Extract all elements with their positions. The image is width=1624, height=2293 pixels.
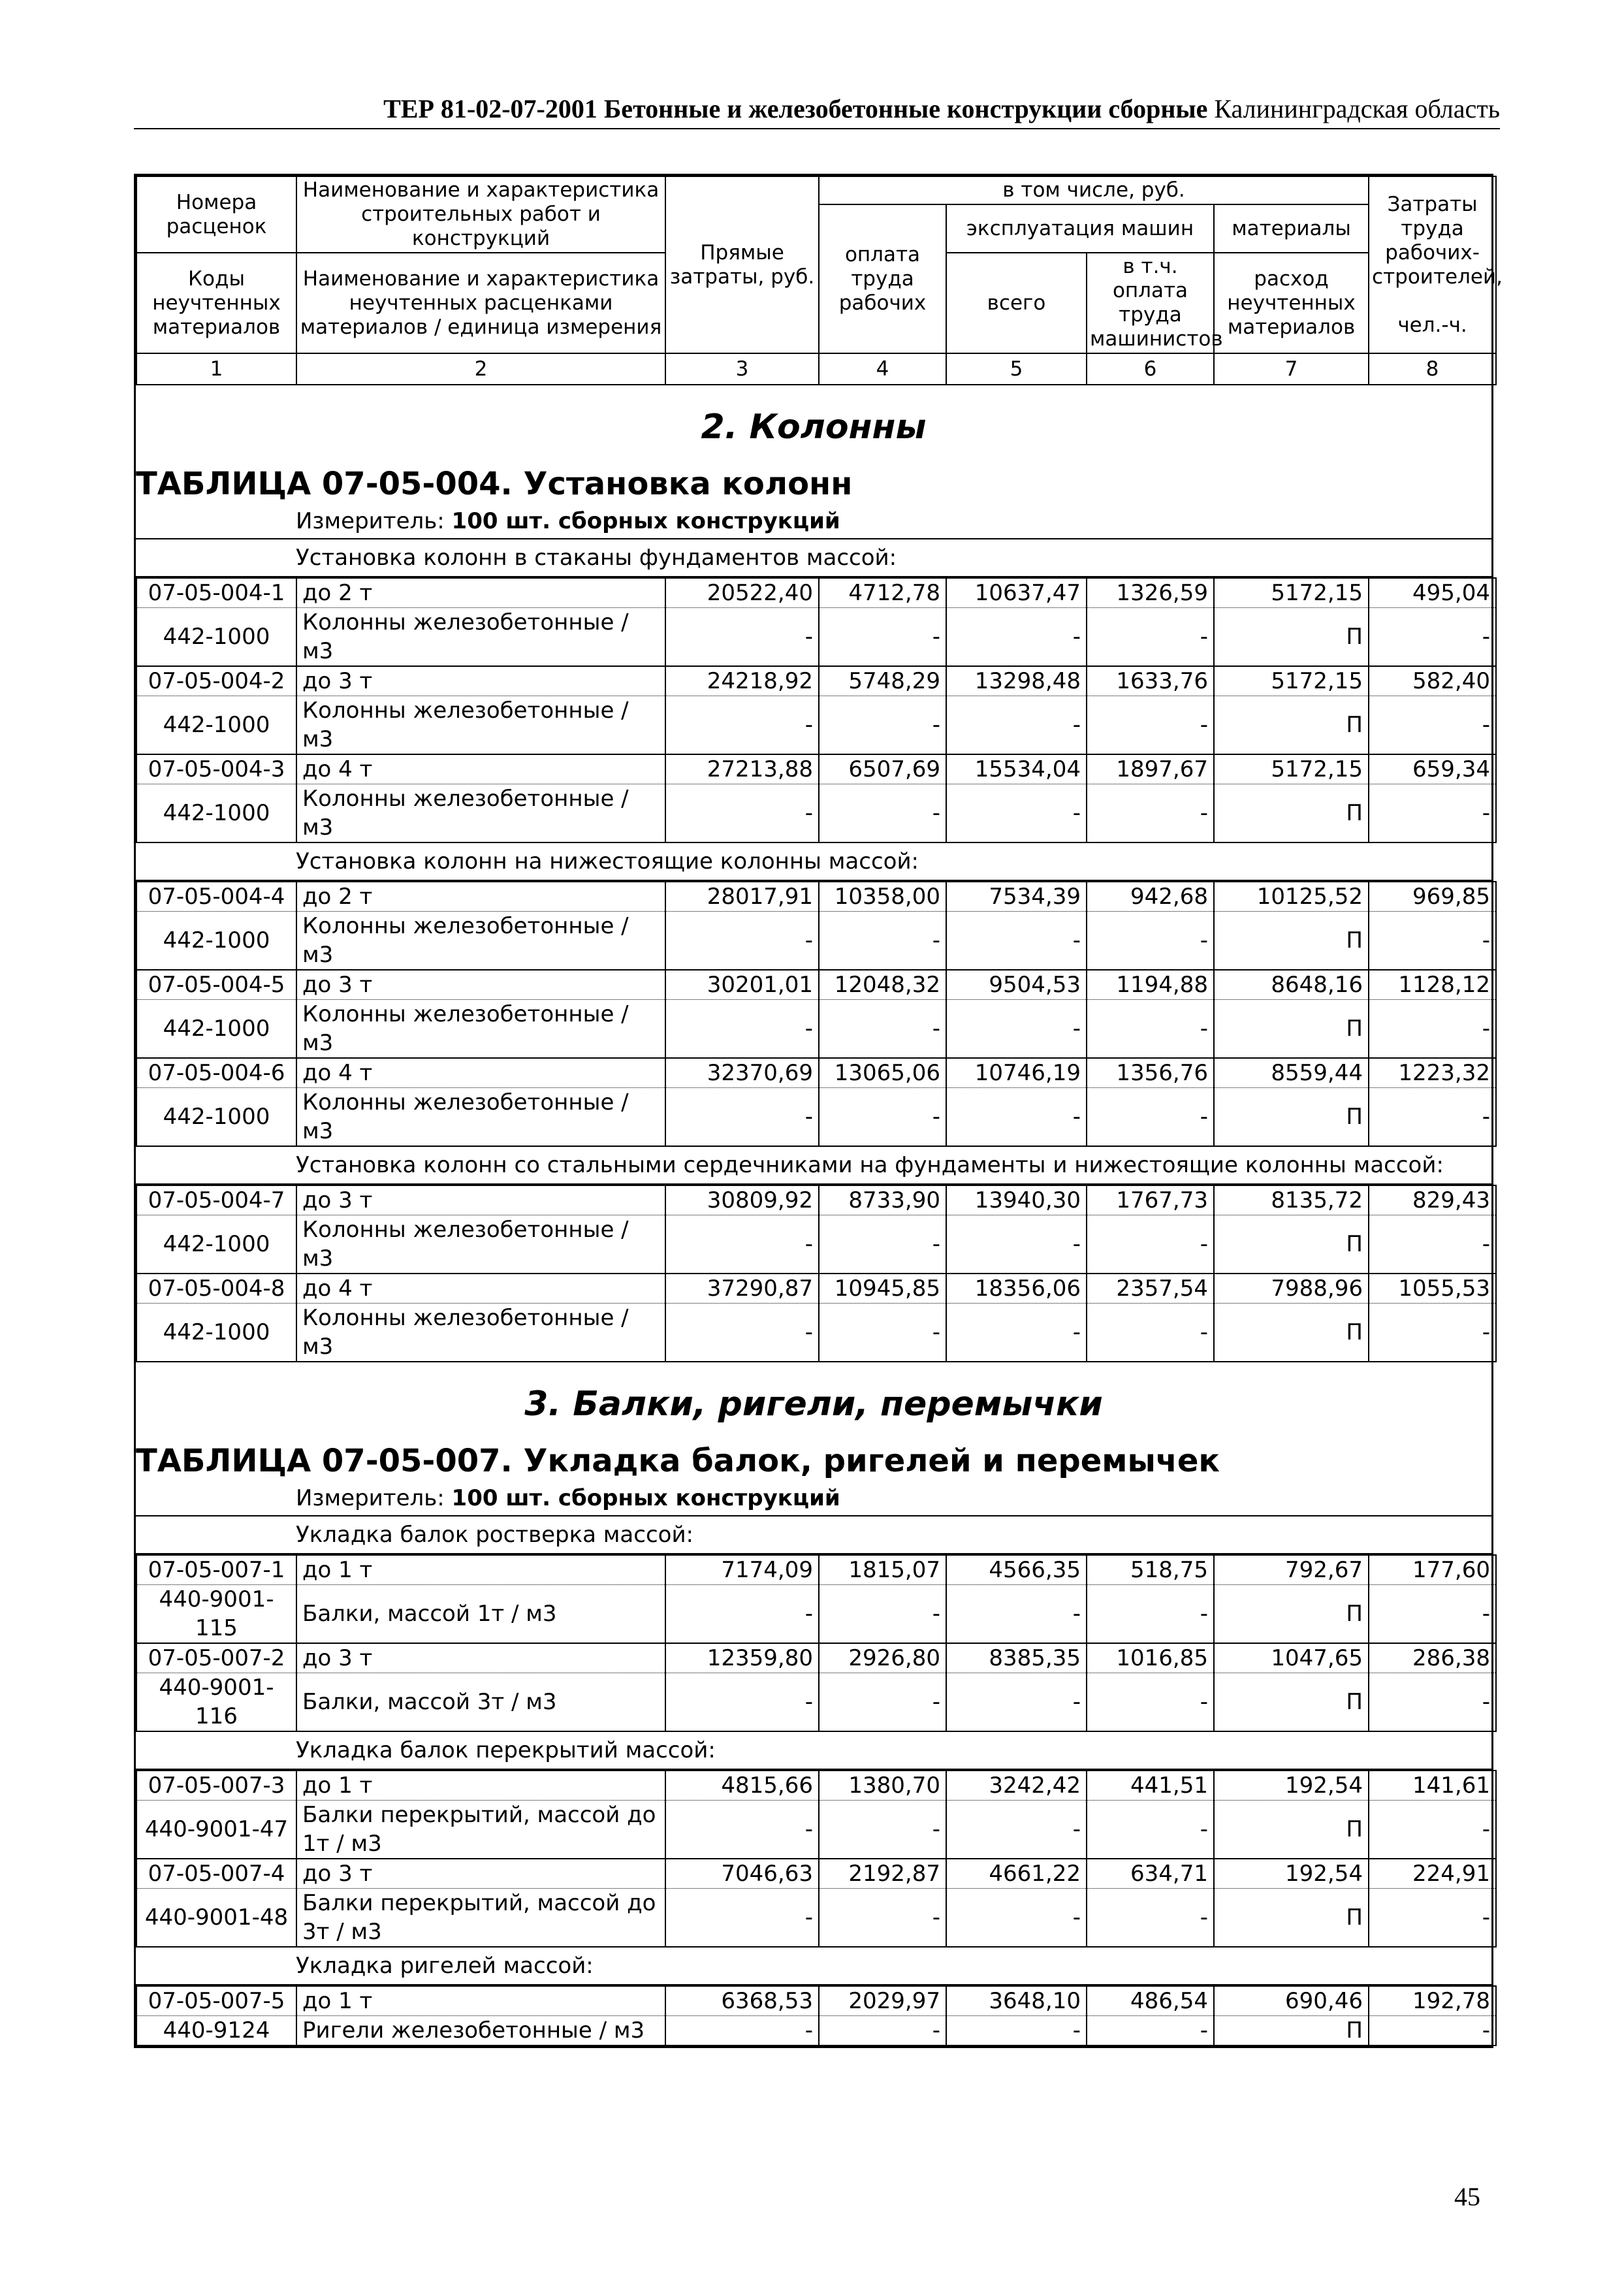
material-row <box>136 1889 1496 1948</box>
machines-wages: 1897,67 <box>1087 754 1214 784</box>
wages: - <box>819 1088 946 1147</box>
labor: - <box>1369 1215 1496 1274</box>
material-row <box>136 696 1496 755</box>
material-row <box>136 2016 1496 2046</box>
direct-cost: 4815,66 <box>665 1771 819 1801</box>
material-name: Колонны железобетонные / м3 <box>296 784 665 843</box>
materials: 5172,15 <box>1214 754 1369 784</box>
materials: П <box>1214 1304 1369 1362</box>
rate-name: до 3 т <box>296 666 665 696</box>
direct-cost: 7174,09 <box>665 1555 819 1585</box>
machines-total: 18356,06 <box>946 1274 1087 1304</box>
machines-wages: 1194,88 <box>1087 970 1214 1000</box>
rate-name: до 1 т <box>296 1771 665 1801</box>
table-title: ТАБЛИЦА 07-05-007. Укладка балок, ригелей и перемычек <box>136 1443 1220 1479</box>
hdr-materials-sub: расход неучтенных материалов <box>1214 253 1369 353</box>
machines-wages: - <box>1087 2016 1214 2046</box>
labor: 224,91 <box>1369 1859 1496 1889</box>
measure-value: 100 шт. сборных конструкций <box>451 1485 840 1511</box>
rate-code: 07-05-004-6 <box>136 1058 296 1088</box>
measure-line <box>136 504 1491 539</box>
wages: 12048,32 <box>819 970 946 1000</box>
rate-row <box>136 882 1496 912</box>
materials: П <box>1214 784 1369 843</box>
rate-code: 07-05-004-4 <box>136 882 296 912</box>
hdr-labor-text: Затраты труда рабочих-строителей, <box>1372 192 1503 289</box>
wages: - <box>819 784 946 843</box>
machines-total: - <box>946 696 1087 755</box>
labor: 286,38 <box>1369 1643 1496 1673</box>
labor: - <box>1369 1673 1496 1732</box>
direct-cost: - <box>665 1304 819 1362</box>
running-header <box>134 90 1500 129</box>
material-row <box>136 1673 1496 1732</box>
material-row <box>136 1088 1496 1147</box>
materials: П <box>1214 1088 1369 1147</box>
machines-total: - <box>946 1889 1087 1948</box>
machines-total: 4661,22 <box>946 1859 1087 1889</box>
group-title: Установка колонн в стаканы фундаментов массой: <box>136 539 1491 577</box>
hdr-codes-top: Номера расценок <box>136 176 296 253</box>
materials: 5172,15 <box>1214 666 1369 696</box>
machines-total: 9504,53 <box>946 970 1087 1000</box>
machines-wages: 1016,85 <box>1087 1643 1214 1673</box>
table-header <box>136 176 1503 385</box>
materials: П <box>1214 1673 1369 1732</box>
labor: 495,04 <box>1369 578 1496 608</box>
material-code: 440-9001-115 <box>136 1585 296 1644</box>
wages: - <box>819 2016 946 2046</box>
material-code: 442-1000 <box>136 608 296 667</box>
machines-total: - <box>946 1585 1087 1644</box>
direct-cost: 20522,40 <box>665 578 819 608</box>
wages: 2029,97 <box>819 1986 946 2016</box>
labor: - <box>1369 2016 1496 2046</box>
wages: - <box>819 1801 946 1859</box>
rate-row <box>136 1274 1496 1304</box>
machines-wages: - <box>1087 1215 1214 1274</box>
rate-name: до 2 т <box>296 578 665 608</box>
hdr-labor <box>1369 176 1503 353</box>
machines-wages: 486,54 <box>1087 1986 1214 2016</box>
rate-row <box>136 754 1496 784</box>
material-name: Балки, массой 3т / м3 <box>296 1673 665 1732</box>
machines-wages: - <box>1087 1088 1214 1147</box>
rate-name: до 4 т <box>296 1274 665 1304</box>
material-code: 440-9001-116 <box>136 1673 296 1732</box>
wages: 1380,70 <box>819 1771 946 1801</box>
header-region: Калининградская область <box>1214 94 1500 123</box>
labor: 177,60 <box>1369 1555 1496 1585</box>
material-name: Колонны железобетонные / м3 <box>296 696 665 755</box>
machines-total: 10637,47 <box>946 578 1087 608</box>
wages: - <box>819 912 946 970</box>
hdr-materials: материалы <box>1214 204 1369 253</box>
material-name: Колонны железобетонные / м3 <box>296 1304 665 1362</box>
wages: 2192,87 <box>819 1859 946 1889</box>
direct-cost: - <box>665 1585 819 1644</box>
labor: 192,78 <box>1369 1986 1496 2016</box>
wages: 6507,69 <box>819 754 946 784</box>
direct-cost: 37290,87 <box>665 1274 819 1304</box>
material-name: Ригели железобетонные / м3 <box>296 2016 665 2046</box>
labor: 969,85 <box>1369 882 1496 912</box>
labor: 1055,53 <box>1369 1274 1496 1304</box>
direct-cost: 12359,80 <box>665 1643 819 1673</box>
rate-code: 07-05-004-5 <box>136 970 296 1000</box>
rate-row <box>136 1058 1496 1088</box>
material-code: 440-9124 <box>136 2016 296 2046</box>
machines-total: - <box>946 912 1087 970</box>
machines-wages: - <box>1087 608 1214 667</box>
labor: 1128,12 <box>1369 970 1496 1000</box>
rate-code: 07-05-007-1 <box>136 1555 296 1585</box>
rate-name: до 2 т <box>296 882 665 912</box>
machines-wages: 1326,59 <box>1087 578 1214 608</box>
material-row <box>136 1215 1496 1274</box>
machines-total: 10746,19 <box>946 1058 1087 1088</box>
rate-name: до 4 т <box>296 1058 665 1088</box>
rate-name: до 4 т <box>296 754 665 784</box>
direct-cost: 6368,53 <box>665 1986 819 2016</box>
measure-line <box>136 1481 1491 1516</box>
machines-wages: - <box>1087 1889 1214 1948</box>
rate-row <box>136 1986 1496 2016</box>
material-row <box>136 1801 1496 1859</box>
material-name: Колонны железобетонные / м3 <box>296 1088 665 1147</box>
table-title: ТАБЛИЦА 07-05-004. Установка колонн <box>136 466 853 502</box>
labor: 829,43 <box>1369 1185 1496 1215</box>
rate-name: до 3 т <box>296 970 665 1000</box>
direct-cost: - <box>665 2016 819 2046</box>
rate-row <box>136 1643 1496 1673</box>
hdr-labor-unit: чел.-ч. <box>1397 313 1467 337</box>
materials: 690,46 <box>1214 1986 1369 2016</box>
labor: 141,61 <box>1369 1771 1496 1801</box>
materials: 8559,44 <box>1214 1058 1369 1088</box>
material-name: Колонны железобетонные / м3 <box>296 1215 665 1274</box>
hdr-codes-bottom: Коды неучтенных материалов <box>136 253 296 353</box>
rate-name: до 3 т <box>296 1859 665 1889</box>
group-title: Укладка ригелей массой: <box>136 1948 1491 1985</box>
wages: 5748,29 <box>819 666 946 696</box>
measure-value: 100 шт. сборных конструкций <box>451 508 840 534</box>
hdr-machines: эксплуатация машин <box>946 204 1214 253</box>
col-num: 7 <box>1214 353 1369 385</box>
material-code: 442-1000 <box>136 784 296 843</box>
materials: П <box>1214 608 1369 667</box>
machines-wages: - <box>1087 1585 1214 1644</box>
wages: 2926,80 <box>819 1643 946 1673</box>
materials: П <box>1214 1585 1369 1644</box>
hdr-machines-total: всего <box>946 253 1087 353</box>
labor: - <box>1369 912 1496 970</box>
rates-table <box>136 1985 1497 2046</box>
wages: 10945,85 <box>819 1274 946 1304</box>
direct-cost: 24218,92 <box>665 666 819 696</box>
material-code: 442-1000 <box>136 1215 296 1274</box>
machines-total: - <box>946 2016 1087 2046</box>
section-2 <box>136 385 1491 1362</box>
machines-total: 8385,35 <box>946 1643 1087 1673</box>
material-code: 442-1000 <box>136 696 296 755</box>
rate-name: до 3 т <box>296 1185 665 1215</box>
wages: - <box>819 1889 946 1948</box>
direct-cost: - <box>665 1801 819 1859</box>
direct-cost: - <box>665 784 819 843</box>
rate-row <box>136 1771 1496 1801</box>
page-number: 45 <box>1454 2182 1480 2211</box>
materials: П <box>1214 1215 1369 1274</box>
hdr-incl: в том числе, руб. <box>819 176 1369 204</box>
rate-row <box>136 578 1496 608</box>
material-row <box>136 912 1496 970</box>
col-num: 5 <box>946 353 1087 385</box>
machines-wages: 942,68 <box>1087 882 1214 912</box>
material-code: 442-1000 <box>136 912 296 970</box>
materials: П <box>1214 696 1369 755</box>
machines-wages: 1633,76 <box>1087 666 1214 696</box>
rate-name: до 3 т <box>296 1643 665 1673</box>
machines-wages: - <box>1087 1304 1214 1362</box>
machines-wages: - <box>1087 696 1214 755</box>
col-num: 2 <box>296 353 665 385</box>
table-frame <box>134 174 1503 2048</box>
hdr-wages: оплата труда рабочих <box>819 204 946 353</box>
rate-code: 07-05-004-3 <box>136 754 296 784</box>
group-title: Установка колонн на нижестоящие колонны массой: <box>136 843 1491 881</box>
direct-cost: 7046,63 <box>665 1859 819 1889</box>
material-name: Колонны железобетонные / м3 <box>296 608 665 667</box>
direct-cost: - <box>665 1889 819 1948</box>
material-row <box>136 784 1496 843</box>
machines-wages: 518,75 <box>1087 1555 1214 1585</box>
machines-wages: 441,51 <box>1087 1771 1214 1801</box>
section-title: 3. Балки, ригели, перемычки <box>524 1385 1103 1424</box>
rates-table <box>136 1185 1497 1362</box>
materials: П <box>1214 1801 1369 1859</box>
materials: П <box>1214 1889 1369 1948</box>
wages: - <box>819 1304 946 1362</box>
rate-row <box>136 970 1496 1000</box>
material-name: Колонны железобетонные / м3 <box>296 912 665 970</box>
materials: 192,54 <box>1214 1859 1369 1889</box>
direct-cost: 30201,01 <box>665 970 819 1000</box>
machines-wages: - <box>1087 1673 1214 1732</box>
measure-label: Измеритель: <box>296 508 445 534</box>
material-row <box>136 1304 1496 1362</box>
rate-code: 07-05-004-7 <box>136 1185 296 1215</box>
wages: 4712,78 <box>819 578 946 608</box>
labor: - <box>1369 1000 1496 1059</box>
materials: 10125,52 <box>1214 882 1369 912</box>
direct-cost: 27213,88 <box>665 754 819 784</box>
machines-wages: - <box>1087 1801 1214 1859</box>
rate-code: 07-05-007-2 <box>136 1643 296 1673</box>
material-code: 442-1000 <box>136 1000 296 1059</box>
machines-total: - <box>946 608 1087 667</box>
col-num: 4 <box>819 353 946 385</box>
rate-row <box>136 1555 1496 1585</box>
group-title: Установка колонн со стальными сердечниками на фундаменты и нижестоящие колонны массой: <box>136 1147 1491 1185</box>
section-3 <box>136 1362 1491 2046</box>
machines-wages: 1356,76 <box>1087 1058 1214 1088</box>
materials: П <box>1214 2016 1369 2046</box>
materials: П <box>1214 912 1369 970</box>
materials: 8135,72 <box>1214 1185 1369 1215</box>
labor: 1223,32 <box>1369 1058 1496 1088</box>
hdr-name-bottom: Наименование и характеристика неучтенных расценками материалов / единица измерения <box>296 253 665 353</box>
material-row <box>136 608 1496 667</box>
machines-total: - <box>946 784 1087 843</box>
col-num: 6 <box>1087 353 1214 385</box>
machines-wages: 1767,73 <box>1087 1185 1214 1215</box>
labor: - <box>1369 608 1496 667</box>
direct-cost: 30809,92 <box>665 1185 819 1215</box>
direct-cost: - <box>665 1673 819 1732</box>
materials: 5172,15 <box>1214 578 1369 608</box>
materials: 192,54 <box>1214 1771 1369 1801</box>
machines-wages: - <box>1087 1000 1214 1059</box>
rate-name: до 1 т <box>296 1986 665 2016</box>
direct-cost: - <box>665 696 819 755</box>
materials: 7988,96 <box>1214 1274 1369 1304</box>
materials: 1047,65 <box>1214 1643 1369 1673</box>
wages: - <box>819 1673 946 1732</box>
hdr-name-top: Наименование и характеристика строительных работ и конструкций <box>296 176 665 253</box>
machines-total: 13940,30 <box>946 1185 1087 1215</box>
machines-total: 4566,35 <box>946 1555 1087 1585</box>
machines-total: 7534,39 <box>946 882 1087 912</box>
direct-cost: - <box>665 608 819 667</box>
group-title: Укладка балок перекрытий массой: <box>136 1732 1491 1770</box>
machines-total: - <box>946 1304 1087 1362</box>
materials: 8648,16 <box>1214 970 1369 1000</box>
col-num: 8 <box>1369 353 1496 385</box>
rate-code: 07-05-004-1 <box>136 578 296 608</box>
direct-cost: - <box>665 1000 819 1059</box>
machines-total: - <box>946 1801 1087 1859</box>
rate-name: до 1 т <box>296 1555 665 1585</box>
material-name: Балки перекрытий, массой до 1т / м3 <box>296 1801 665 1859</box>
machines-total: - <box>946 1215 1087 1274</box>
hdr-direct-costs: Прямые затраты, руб. <box>665 176 819 353</box>
labor: - <box>1369 1088 1496 1147</box>
machines-total: - <box>946 1000 1087 1059</box>
machines-wages: 634,71 <box>1087 1859 1214 1889</box>
material-code: 442-1000 <box>136 1088 296 1147</box>
machines-wages: - <box>1087 912 1214 970</box>
rate-code: 07-05-007-5 <box>136 1986 296 2016</box>
rate-row <box>136 1859 1496 1889</box>
rate-row <box>136 1185 1496 1215</box>
rates-table <box>136 577 1497 843</box>
machines-wages: 2357,54 <box>1087 1274 1214 1304</box>
material-code: 440-9001-47 <box>136 1801 296 1859</box>
labor: 659,34 <box>1369 754 1496 784</box>
rate-code: 07-05-007-3 <box>136 1771 296 1801</box>
col-num: 1 <box>136 353 296 385</box>
measure-label: Измеритель: <box>296 1485 445 1511</box>
price-table <box>134 174 1503 2048</box>
material-name: Балки, массой 1т / м3 <box>296 1585 665 1644</box>
wages: 13065,06 <box>819 1058 946 1088</box>
rates-table <box>136 881 1497 1147</box>
wages: 10358,00 <box>819 882 946 912</box>
direct-cost: - <box>665 912 819 970</box>
rates-table <box>136 1554 1497 1732</box>
wages: 8733,90 <box>819 1185 946 1215</box>
labor: - <box>1369 784 1496 843</box>
material-name: Балки перекрытий, массой до 3т / м3 <box>296 1889 665 1948</box>
wages: - <box>819 696 946 755</box>
labor: - <box>1369 1889 1496 1948</box>
rate-code: 07-05-004-2 <box>136 666 296 696</box>
rate-code: 07-05-004-8 <box>136 1274 296 1304</box>
group-title: Укладка балок ростверка массой: <box>136 1516 1491 1554</box>
labor: - <box>1369 696 1496 755</box>
material-code: 442-1000 <box>136 1304 296 1362</box>
materials: П <box>1214 1000 1369 1059</box>
machines-wages: - <box>1087 784 1214 843</box>
wages: - <box>819 608 946 667</box>
material-row <box>136 1000 1496 1059</box>
material-row <box>136 1585 1496 1644</box>
materials: 792,67 <box>1214 1555 1369 1585</box>
labor: 582,40 <box>1369 666 1496 696</box>
rates-table <box>136 1770 1497 1948</box>
machines-total: 13298,48 <box>946 666 1087 696</box>
direct-cost: - <box>665 1088 819 1147</box>
rate-row <box>136 666 1496 696</box>
wages: - <box>819 1585 946 1644</box>
material-name: Колонны железобетонные / м3 <box>296 1000 665 1059</box>
machines-total: 3242,42 <box>946 1771 1087 1801</box>
wages: 1815,07 <box>819 1555 946 1585</box>
col-num: 3 <box>665 353 819 385</box>
machines-total: 15534,04 <box>946 754 1087 784</box>
machines-total: - <box>946 1673 1087 1732</box>
hdr-machines-wages: в т.ч. оплата труда машинистов <box>1087 253 1214 353</box>
direct-cost: - <box>665 1215 819 1274</box>
labor: - <box>1369 1801 1496 1859</box>
machines-total: 3648,10 <box>946 1986 1087 2016</box>
section-title: 2. Колонны <box>701 408 927 447</box>
labor: - <box>1369 1304 1496 1362</box>
material-code: 440-9001-48 <box>136 1889 296 1948</box>
labor: - <box>1369 1585 1496 1644</box>
machines-total: - <box>946 1088 1087 1147</box>
wages: - <box>819 1000 946 1059</box>
direct-cost: 32370,69 <box>665 1058 819 1088</box>
rate-code: 07-05-007-4 <box>136 1859 296 1889</box>
header-title: ТЕР 81-02-07-2001 Бетонные и железобетонные конструкции сборные <box>383 94 1208 123</box>
direct-cost: 28017,91 <box>665 882 819 912</box>
wages: - <box>819 1215 946 1274</box>
